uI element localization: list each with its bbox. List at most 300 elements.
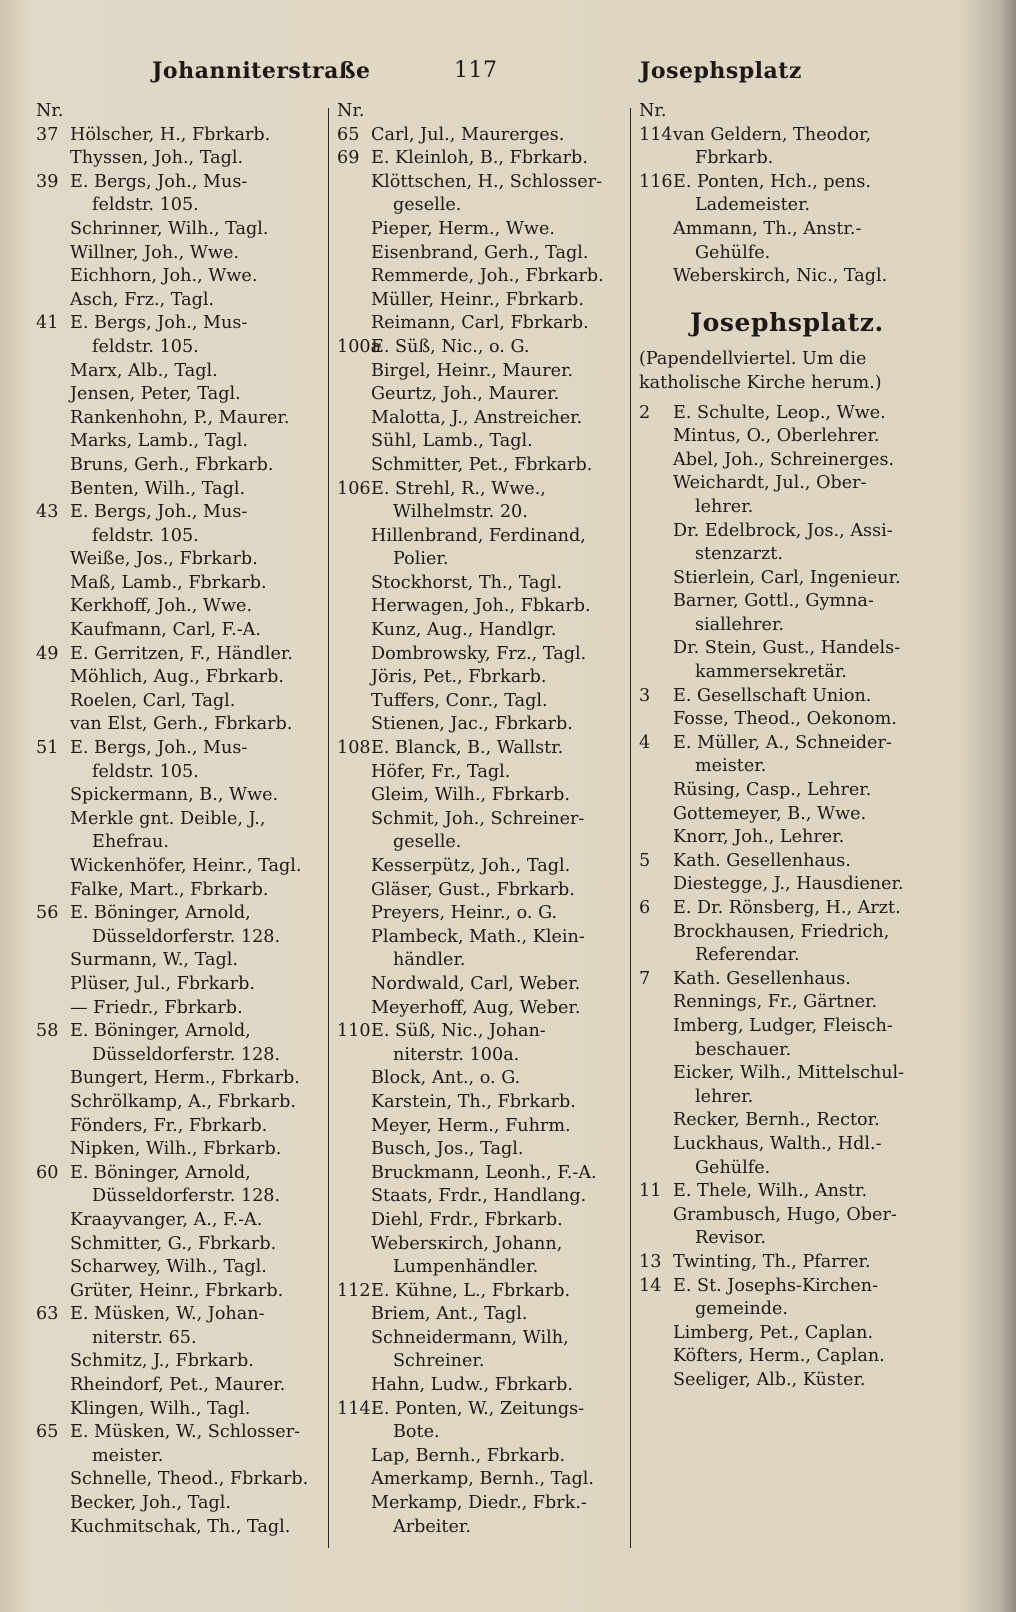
directory-entry [639, 124, 935, 171]
resident-line: E. St. Josephs-Kirchen- [673, 1275, 879, 1296]
resident-line: Schrölkamp, A., Fbrkarb. [70, 1091, 296, 1112]
directory-entry [36, 808, 322, 855]
resident-line: Kath. Gesellenhaus. [673, 850, 851, 871]
resident-line: Grüter, Heinr., Fbrkarb. [70, 1280, 284, 1301]
directory-entry [337, 973, 627, 997]
directory-entry [337, 383, 627, 407]
directory-entry [36, 973, 322, 997]
number-column-label: Nr. [36, 101, 64, 121]
directory-entry [36, 383, 322, 407]
resident-line: E. Blanck, B., Wallstr. [371, 738, 564, 759]
directory-entry [36, 949, 322, 973]
resident-line: Merkle gnt. Deible, J., [70, 808, 266, 829]
house-number: 69 [337, 148, 360, 169]
directory-entry [36, 430, 322, 454]
directory-entry [337, 902, 627, 926]
column-divider [328, 108, 329, 1548]
resident-line-continued: Wilhelmstr. 20. [393, 502, 528, 523]
directory-entry [337, 407, 627, 431]
directory-entry [337, 595, 627, 619]
resident-line: Briem, Ant., Tagl. [371, 1304, 528, 1325]
directory-entry [639, 1109, 935, 1133]
directory-entry [337, 289, 627, 313]
directory-entry [337, 713, 627, 737]
directory-entry [337, 430, 627, 454]
directory-entry [36, 171, 322, 218]
directory-entry [639, 1251, 935, 1275]
resident-line: Klöttschen, H., Schlosser- [371, 171, 603, 192]
directory-entry [36, 572, 322, 596]
resident-line: Bruckmann, Leonh., F.-A. [371, 1162, 597, 1183]
directory-entry [337, 360, 627, 384]
directory-entry [36, 855, 322, 879]
resident-line: Gläser, Gust., Fbrkarb. [371, 879, 575, 900]
directory-column-1 [36, 100, 322, 1560]
directory-entry [36, 902, 322, 949]
resident-line: Amerkamp, Bernh., Tagl. [371, 1469, 595, 1490]
resident-line: Rankenhohn, P., Maurer. [70, 407, 290, 428]
directory-entry [639, 637, 935, 684]
resident-line: Bungert, Herm., Fbrkarb. [70, 1068, 300, 1089]
resident-line-continued: niterstr. 100a. [393, 1044, 520, 1065]
directory-entry [337, 1327, 627, 1374]
resident-line-continued: stenzarzt. [695, 544, 783, 565]
house-number: 112 [337, 1280, 371, 1301]
directory-entry [337, 1185, 627, 1209]
directory-entry [337, 1468, 627, 1492]
resident-line: E. Bergs, Joh., Mus- [70, 738, 248, 759]
directory-entry [639, 402, 935, 426]
resident-line: Marks, Lamb., Tagl. [70, 431, 249, 452]
directory-entry [36, 147, 322, 171]
directory-entry [337, 784, 627, 808]
resident-line: Merkamp, Diedr., Fbrk.- [371, 1493, 587, 1514]
resident-line: Kuchmitschak, Th., Tagl. [70, 1516, 291, 1537]
resident-line: Meyerhoff, Aug, Weber. [371, 997, 581, 1018]
resident-line: Preyers, Heinr., o. G. [371, 903, 558, 924]
directory-entry [337, 1398, 627, 1445]
resident-line: E. Gerritzen, F., Händler. [70, 643, 293, 664]
resident-line: Plüser, Jul., Fbrkarb. [70, 973, 255, 994]
resident-line: E. Böninger, Arnold, [70, 1021, 251, 1042]
resident-line: Brockhausen, Friedrich, [673, 921, 890, 942]
resident-line: Eisenbrand, Gerh., Tagl. [371, 242, 589, 263]
resident-line-continued: lehrer. [695, 496, 754, 517]
house-number: 14 [639, 1275, 662, 1296]
resident-line: van Geldern, Theodor, [673, 124, 872, 145]
resident-line: Müller, Heinr., Fbrkarb. [371, 289, 584, 310]
directory-entry [639, 265, 935, 289]
directory-entry [337, 690, 627, 714]
house-number: 114 [639, 124, 673, 145]
resident-line: E. Bergs, Joh., Mus- [70, 171, 248, 192]
directory-entry [36, 784, 322, 808]
resident-line-continued: händler. [393, 950, 466, 971]
directory-entry [337, 218, 627, 242]
directory-entry [337, 1067, 627, 1091]
directory-entry [36, 407, 322, 431]
directory-entry [337, 525, 627, 572]
resident-line: Weberskirch, Nic., Tagl. [673, 266, 888, 287]
resident-line: Webersкirch, Johann, [371, 1233, 563, 1254]
directory-entry [639, 590, 935, 637]
resident-line: E. Strehl, R., Wwe., [371, 478, 546, 499]
directory-entry [36, 1303, 322, 1350]
resident-line: Rüsing, Casp., Lehrer. [673, 780, 872, 801]
resident-line: Meyer, Herm., Fuhrm. [371, 1115, 571, 1136]
resident-line: E. Bergs, Joh., Mus- [70, 313, 248, 334]
resident-line-continued: feldstr. 105. [92, 525, 199, 546]
directory-entry [639, 1204, 935, 1251]
resident-line: Imberg, Ludger, Fleisch- [673, 1015, 893, 1036]
house-number: 116 [639, 171, 673, 192]
resident-line-continued: Gehülfe. [695, 242, 771, 263]
resident-line: Schmit, Joh., Schreiner- [371, 808, 585, 829]
resident-line: Eicker, Wilh., Mittelschul- [673, 1063, 905, 1084]
directory-entry [36, 619, 322, 643]
house-number: 114 [337, 1398, 371, 1419]
resident-line-continued: siallehrer. [695, 614, 785, 635]
directory-entry [36, 289, 322, 313]
directory-entry [36, 312, 322, 359]
house-number: 11 [639, 1181, 662, 1202]
resident-line: Benten, Wilh., Tagl. [70, 478, 246, 499]
directory-entry [639, 850, 935, 874]
number-column-label: Nr. [337, 101, 365, 121]
house-number: 100a [337, 336, 382, 357]
directory-entry [36, 737, 322, 784]
resident-line-continued: Lumpenhändler. [393, 1257, 539, 1278]
directory-entry [639, 1062, 935, 1109]
column-divider [630, 108, 631, 1548]
resident-line: Kaufmann, Carl, F.-A. [70, 620, 261, 641]
house-number: 41 [36, 313, 59, 334]
directory-entry [639, 685, 935, 709]
header-street-right: Josephsplatz [640, 58, 802, 84]
directory-entry [337, 997, 627, 1021]
directory-column-2 [337, 100, 627, 1560]
directory-entry [36, 879, 322, 903]
house-number: 63 [36, 1304, 59, 1325]
directory-entry [639, 218, 935, 265]
directory-column-3 [639, 100, 935, 1560]
resident-line: Diehl, Frdr., Fbrkarb. [371, 1209, 563, 1230]
resident-line-continued: Bote. [393, 1422, 440, 1443]
resident-line: Geurtz, Joh., Maurer. [371, 384, 560, 405]
resident-line: Schnelle, Theod., Fbrkarb. [70, 1469, 309, 1490]
resident-line: Diestegge, J., Hausdiener. [673, 874, 904, 895]
directory-entry [36, 1091, 322, 1115]
resident-line: Kath. Gesellenhaus. [673, 968, 851, 989]
resident-line-continued: Lademeister. [695, 195, 811, 216]
directory-entry [639, 1345, 935, 1369]
resident-line: Twinting, Th., Pfarrer. [673, 1251, 871, 1272]
directory-entry [337, 1374, 627, 1398]
resident-line: Hahn, Ludw., Fbrkarb. [371, 1375, 574, 1396]
resident-line: Falke, Mart., Fbrkarb. [70, 879, 269, 900]
directory-entry [337, 454, 627, 478]
directory-entry [639, 1322, 935, 1346]
directory-entry [639, 171, 935, 218]
resident-line: — Friedr., Fbrkarb. [70, 997, 243, 1018]
directory-entry [36, 1115, 322, 1139]
directory-entry [639, 1369, 935, 1393]
directory-entry [337, 1020, 627, 1067]
directory-entry [337, 1492, 627, 1539]
description-line: katholische Kirche herum.) [639, 372, 882, 393]
resident-line: Bruns, Gerh., Fbrkarb. [70, 454, 274, 475]
house-number: 56 [36, 903, 59, 924]
resident-line: Ammann, Th., Anstr.- [673, 218, 862, 239]
resident-line-continued: Düsseldorferstr. 128. [92, 926, 281, 947]
resident-line: Jöris, Pet., Fbrkarb. [371, 667, 547, 688]
directory-entry [337, 1091, 627, 1115]
resident-line: Schneidermann, Wilh, [371, 1327, 569, 1348]
directory-entry [36, 595, 322, 619]
directory-entry [337, 619, 627, 643]
directory-entry [337, 1280, 627, 1304]
house-number: 65 [36, 1422, 59, 1443]
directory-entry [337, 761, 627, 785]
resident-line: Weichardt, Jul., Ober- [673, 473, 867, 494]
directory-entry [36, 242, 322, 266]
header-street-left: Johanniterstraße [152, 58, 371, 84]
house-number: 3 [639, 685, 651, 706]
resident-line: Birgel, Heinr., Maurer. [371, 360, 574, 381]
directory-entry [639, 1180, 935, 1204]
resident-line: Luckhaus, Walth., Hdl.- [673, 1133, 882, 1154]
resident-line: Hölscher, H., Fbrkarb. [70, 124, 271, 145]
resident-line: Dombrowsky, Frz., Tagl. [371, 643, 587, 664]
resident-line-continued: Gehülfe. [695, 1157, 771, 1178]
directory-entry [36, 1256, 322, 1280]
directory-entry [36, 1492, 322, 1516]
directory-entry [36, 1138, 322, 1162]
resident-line: Block, Ant., o. G. [371, 1068, 521, 1089]
resident-line: Knorr, Joh., Lehrer. [673, 827, 845, 848]
number-column-label: Nr. [639, 101, 667, 121]
resident-line: Dr. Edelbrock, Jos., Assi- [673, 520, 893, 541]
directory-entry [337, 1233, 627, 1280]
resident-line: Kesserpütz, Joh., Tagl. [371, 856, 571, 876]
directory-entry [337, 572, 627, 596]
directory-entry [337, 124, 627, 148]
directory-entry [337, 336, 627, 360]
resident-line: Köfters, Herm., Caplan. [673, 1346, 885, 1367]
house-number: 65 [337, 124, 360, 145]
section-description [639, 348, 935, 395]
resident-line: Rheindorf, Pet., Maurer. [70, 1375, 286, 1396]
resident-line: Thyssen, Joh., Tagl. [70, 148, 244, 169]
resident-line: Nipken, Wilh., Fbrkarb. [70, 1139, 282, 1160]
house-number: 108 [337, 738, 371, 759]
resident-line: Fosse, Theod., Oekonom. [673, 709, 897, 730]
resident-line: Gottemeyer, B., Wwe. [673, 803, 867, 824]
directory-entry [337, 808, 627, 855]
directory-entry [639, 779, 935, 803]
resident-line: Grambusch, Hugo, Ober- [673, 1204, 897, 1225]
resident-line-continued: Ehefrau. [92, 832, 169, 853]
resident-line-continued: gemeinde. [695, 1299, 788, 1320]
resident-line: Hillenbrand, Ferdinand, [371, 525, 586, 546]
resident-line: Recker, Bernh., Rector. [673, 1110, 880, 1131]
directory-entry [36, 1374, 322, 1398]
directory-entry [337, 1162, 627, 1186]
directory-entry [36, 1516, 322, 1540]
directory-entry [337, 855, 627, 879]
resident-line: E. Müsken, W., Johan- [70, 1304, 265, 1325]
resident-line: Pieper, Herm., Wwe. [371, 218, 555, 239]
directory-entry [36, 548, 322, 572]
resident-line-continued: Schreiner. [393, 1351, 485, 1372]
directory-entry [639, 425, 935, 449]
resident-line: E. Dr. Rönsberg, H., Arzt. [673, 898, 901, 918]
directory-entry [337, 478, 627, 525]
directory-entry [36, 265, 322, 289]
directory-entry [36, 1020, 322, 1067]
house-number: 6 [639, 898, 651, 918]
resident-line: Maß, Lamb., Fbrkarb. [70, 572, 267, 593]
directory-entry [337, 147, 627, 171]
house-number: 106 [337, 478, 371, 499]
directory-entry [36, 1468, 322, 1492]
directory-entry [337, 643, 627, 667]
resident-line: Staats, Frdr., Handlang. [371, 1186, 587, 1207]
resident-line: E. Gesellschaft Union. [673, 685, 872, 706]
resident-line: Nordwald, Carl, Weber. [371, 973, 581, 994]
house-number: 5 [639, 850, 651, 871]
resident-line: E. Süß, Nic., o. G. [371, 336, 530, 357]
resident-line: E. Böninger, Arnold, [70, 1162, 251, 1183]
directory-entry [36, 501, 322, 548]
resident-line-continued: Fbrkarb. [695, 148, 774, 169]
directory-entry [337, 666, 627, 690]
resident-line-continued: Polier. [393, 549, 449, 570]
resident-line-continued: Düsseldorferstr. 128. [92, 1186, 281, 1207]
resident-line: Roelen, Carl, Tagl. [70, 690, 236, 711]
house-number: 7 [639, 968, 651, 989]
resident-line: Becker, Joh., Tagl. [70, 1493, 232, 1514]
resident-line: Marx, Alb., Tagl. [70, 360, 218, 381]
resident-line: Scharwey, Wilh., Tagl. [70, 1257, 267, 1278]
directory-entry [36, 1067, 322, 1091]
directory-entry [337, 1115, 627, 1139]
resident-line-continued: kammersekretär. [695, 662, 847, 683]
resident-line: Willner, Joh., Wwe. [70, 242, 239, 263]
resident-line: Mintus, O., Oberlehrer. [673, 426, 880, 447]
resident-line: Carl, Jul., Maurerges. [371, 124, 565, 145]
resident-line: E. Müsken, W., Schlosser- [70, 1422, 301, 1443]
directory-entry [639, 1133, 935, 1180]
resident-line: Busch, Jos., Tagl. [371, 1139, 524, 1160]
resident-line: Asch, Frz., Tagl. [70, 289, 215, 310]
resident-line: Kerkhoff, Joh., Wwe. [70, 596, 253, 617]
page-number: 117 [454, 58, 498, 83]
resident-line: Herwagen, Joh., Fbkarb. [371, 596, 591, 617]
directory-entry [36, 1398, 322, 1422]
resident-line: Jensen, Peter, Tagl. [70, 384, 241, 405]
resident-line: Stierlein, Carl, Ingenieur. [673, 567, 901, 588]
directory-entry [36, 1209, 322, 1233]
resident-line: E. Schulte, Leop., Wwe. [673, 402, 886, 423]
house-number: 13 [639, 1251, 662, 1272]
resident-line-continued: Revisor. [695, 1228, 766, 1249]
resident-line: E. Süß, Nic., Johan- [371, 1021, 546, 1042]
resident-line-continued: Düsseldorferstr. 128. [92, 1044, 281, 1065]
directory-entry [36, 360, 322, 384]
resident-line: Wickenhöfer, Heinr., Tagl. [70, 856, 302, 876]
directory-entry [36, 1162, 322, 1209]
resident-line: Limberg, Pet., Caplan. [673, 1322, 874, 1343]
resident-line: Plambeck, Math., Klein- [371, 926, 585, 947]
directory-entry [337, 926, 627, 973]
directory-entry [639, 991, 935, 1015]
resident-line-continued: lehrer. [695, 1086, 754, 1107]
directory-entry [639, 897, 935, 921]
directory-entry [337, 1138, 627, 1162]
resident-line: E. Thele, Wilh., Anstr. [673, 1181, 868, 1202]
resident-line: Seeliger, Alb., Küster. [673, 1369, 866, 1390]
directory-entry [36, 666, 322, 690]
directory-entry [36, 1280, 322, 1304]
resident-line: Tuffers, Conr., Tagl. [371, 690, 548, 711]
description-line: (Papendellviertel. Um die [639, 349, 867, 370]
resident-line: E. Böninger, Arnold, [70, 903, 251, 924]
directory-entry [36, 478, 322, 502]
house-number: 4 [639, 732, 651, 753]
resident-line: Lap, Bernh., Fbrkarb. [371, 1445, 566, 1466]
resident-line: Kunz, Aug., Handlgr. [371, 620, 557, 641]
directory-entry [639, 1015, 935, 1062]
resident-line: Klingen, Wilh., Tagl. [70, 1398, 251, 1419]
resident-line-continued: geselle. [393, 195, 462, 216]
directory-entry [639, 968, 935, 992]
house-number: 51 [36, 738, 59, 759]
resident-line: E. Ponten, W., Zeitungs- [371, 1398, 585, 1419]
house-number: 49 [36, 643, 59, 664]
directory-entry [639, 732, 935, 779]
resident-line: Fönders, Fr., Fbrkarb. [70, 1115, 268, 1136]
directory-entry [337, 879, 627, 903]
directory-entry [36, 1421, 322, 1468]
resident-line: van Elst, Gerh., Fbrkarb. [70, 714, 293, 735]
resident-line-continued: feldstr. 105. [92, 336, 199, 357]
directory-entry [639, 708, 935, 732]
resident-line-continued: geselle. [393, 832, 462, 853]
directory-entry [639, 472, 935, 519]
directory-entry [639, 826, 935, 850]
directory-entry [639, 520, 935, 567]
resident-line: Remmerde, Joh., Fbrkarb. [371, 266, 604, 287]
resident-line-continued: Arbeiter. [393, 1516, 471, 1537]
directory-entry [337, 265, 627, 289]
directory-entry [639, 1275, 935, 1322]
resident-line-continued: Referendar. [695, 945, 800, 966]
resident-line: Kraayvanger, A., F.-A. [70, 1209, 263, 1230]
directory-entry [337, 1445, 627, 1469]
directory-entry [639, 449, 935, 473]
resident-line: Schmitter, Pet., Fbrkarb. [371, 454, 593, 475]
resident-line: Barner, Gottl., Gymna- [673, 591, 874, 612]
resident-line-continued: feldstr. 105. [92, 761, 199, 782]
house-number: 60 [36, 1162, 59, 1183]
directory-entry [337, 1303, 627, 1327]
resident-line: Reimann, Carl, Fbrkarb. [371, 313, 589, 334]
resident-line: E. Bergs, Joh., Mus- [70, 502, 248, 523]
house-number: 37 [36, 124, 59, 145]
directory-entry [337, 242, 627, 266]
house-number: 110 [337, 1021, 371, 1042]
